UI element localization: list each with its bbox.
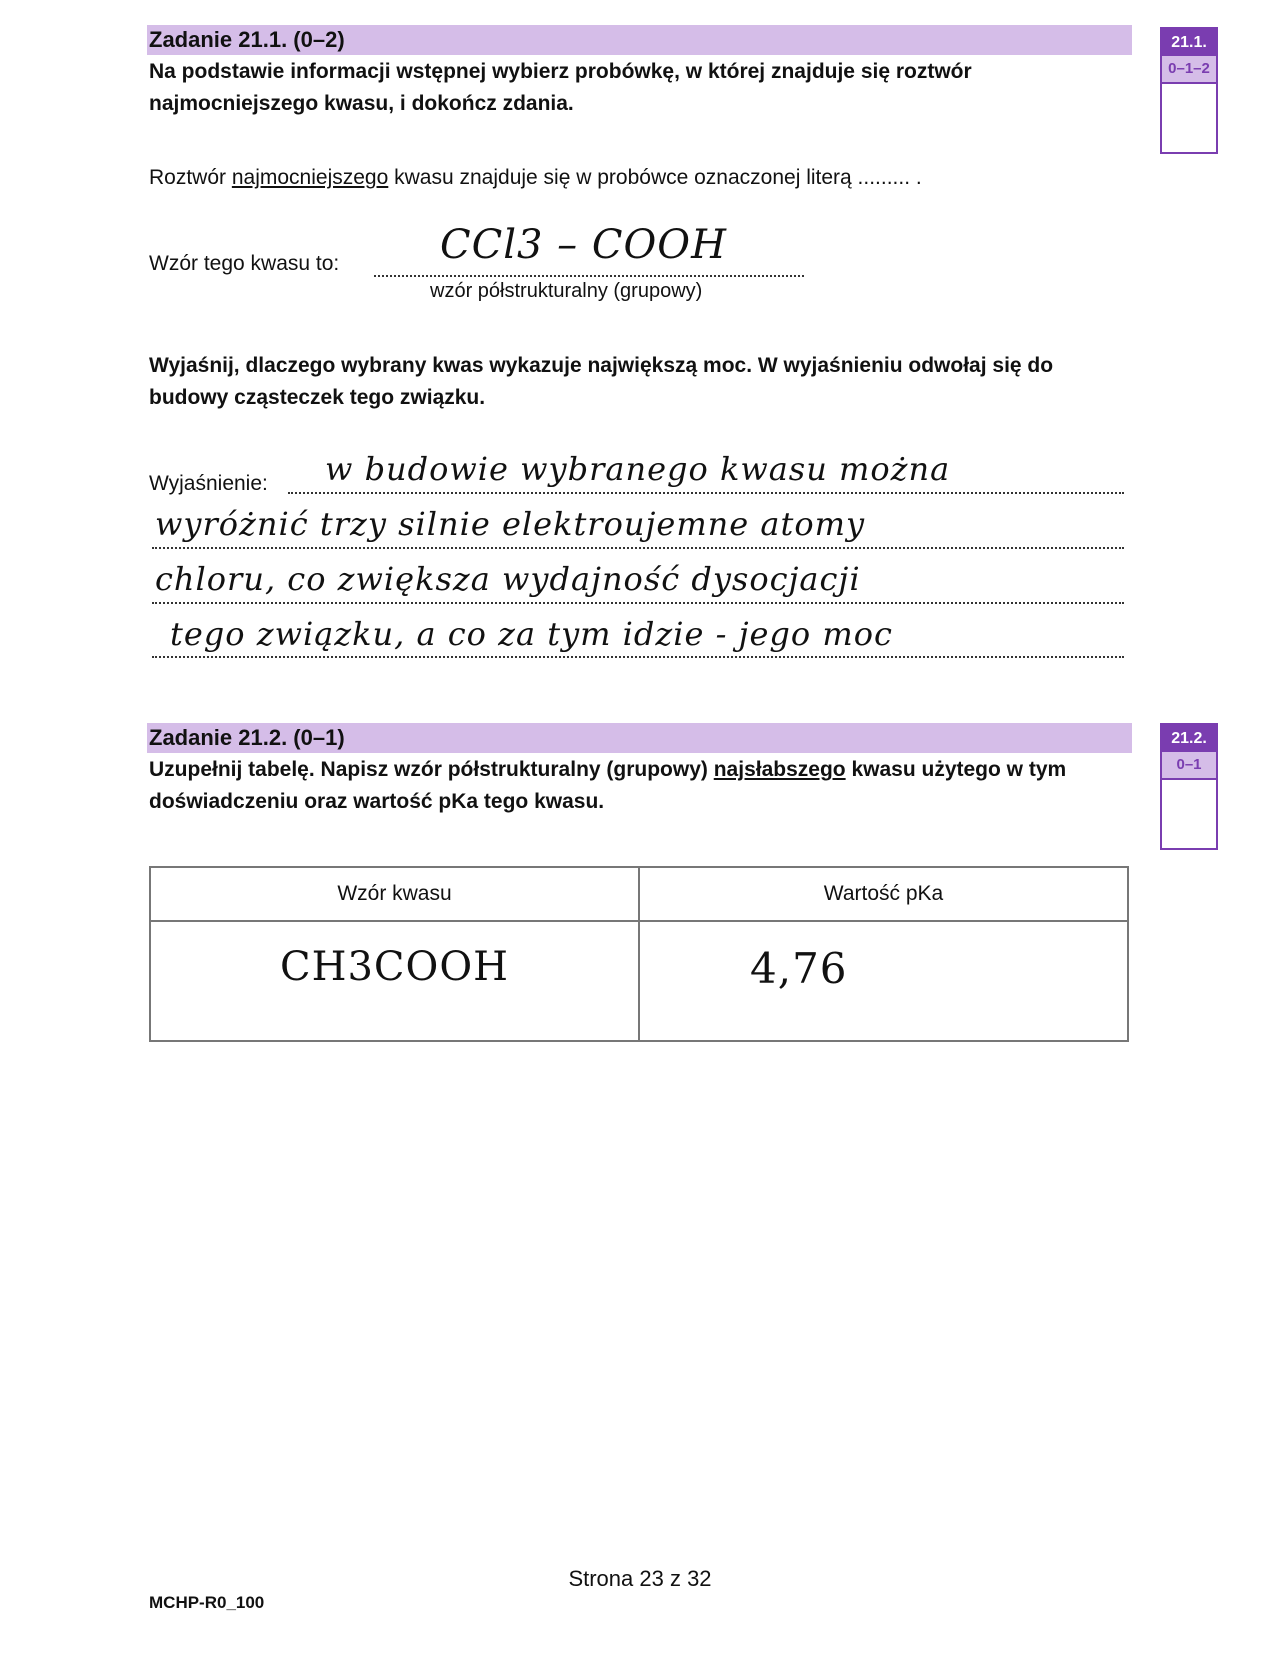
sentence-post: kwasu znajduje się w probówce oznaczonej literą ......... . bbox=[388, 166, 922, 189]
formula-answer: CCl3 – COOH bbox=[440, 222, 727, 268]
explain-line: tego związku, a co za tym idzie - jego moc bbox=[170, 615, 893, 653]
formula-caption: wzór półstrukturalny (grupowy) bbox=[430, 280, 703, 302]
explain-line: wyróżnić trzy silnie elektroujemne atomy bbox=[155, 505, 866, 543]
answer-table bbox=[149, 866, 1129, 1042]
score-range: 0–1 bbox=[1162, 752, 1216, 780]
score-box-21-1 bbox=[1160, 27, 1218, 154]
page-number: Strona 23 z 32 bbox=[568, 1566, 712, 1591]
score-range: 0–1–2 bbox=[1162, 56, 1216, 84]
sentence-1 bbox=[149, 164, 922, 192]
score-box-21-2 bbox=[1160, 723, 1218, 850]
score-id: 21.2. bbox=[1162, 725, 1216, 752]
task-21-1-instruction: Na podstawie informacji wstępnej wybierz probówkę, w której znajduje się roztwór najmocniejszego kwasu, i dokończ zdania. bbox=[149, 60, 972, 115]
instr-pre: Uzupełnij tabelę. Napisz wzór półstrukturalny (grupowy) bbox=[149, 758, 714, 781]
answer-pka: 4,76 bbox=[750, 944, 848, 993]
exam-code: MCHP-R0_100 bbox=[149, 1593, 265, 1612]
col-header-formula: Wzór kwasu bbox=[150, 867, 639, 921]
sentence-underlined: najmocniejszego bbox=[231, 166, 389, 189]
sentence-pre: Roztwór bbox=[149, 166, 232, 189]
col-header-pka: Wartość pKa bbox=[639, 867, 1128, 921]
formula-label: Wzór tego kwasu to: bbox=[149, 252, 340, 275]
explain-instruction: Wyjaśnij, dlaczego wybrany kwas wykazuje największą moc. W wyjaśnieniu odwołaj się do budowy cząsteczek tego związku. bbox=[149, 354, 1054, 409]
task-21-2-header: Zadanie 21.2. (0–1) bbox=[147, 723, 1132, 753]
explain-line: chloru, co zwiększa wydajność dysocjacji bbox=[155, 560, 861, 598]
explain-label: Wyjaśnienie: bbox=[149, 472, 268, 495]
instr-post: kwasu użytego w tym doświadczeniu oraz wartość pKa tego kwasu. bbox=[149, 758, 1067, 813]
answer-formula: CH3COOH bbox=[279, 944, 509, 990]
explain-line: w budowie wybranego kwasu można bbox=[325, 450, 951, 488]
score-id: 21.1. bbox=[1162, 29, 1216, 56]
instr-underlined: najsłabszego bbox=[713, 758, 846, 781]
task-21-1-header: Zadanie 21.1. (0–2) bbox=[147, 25, 1132, 55]
task-21-2-instruction bbox=[149, 754, 1129, 818]
